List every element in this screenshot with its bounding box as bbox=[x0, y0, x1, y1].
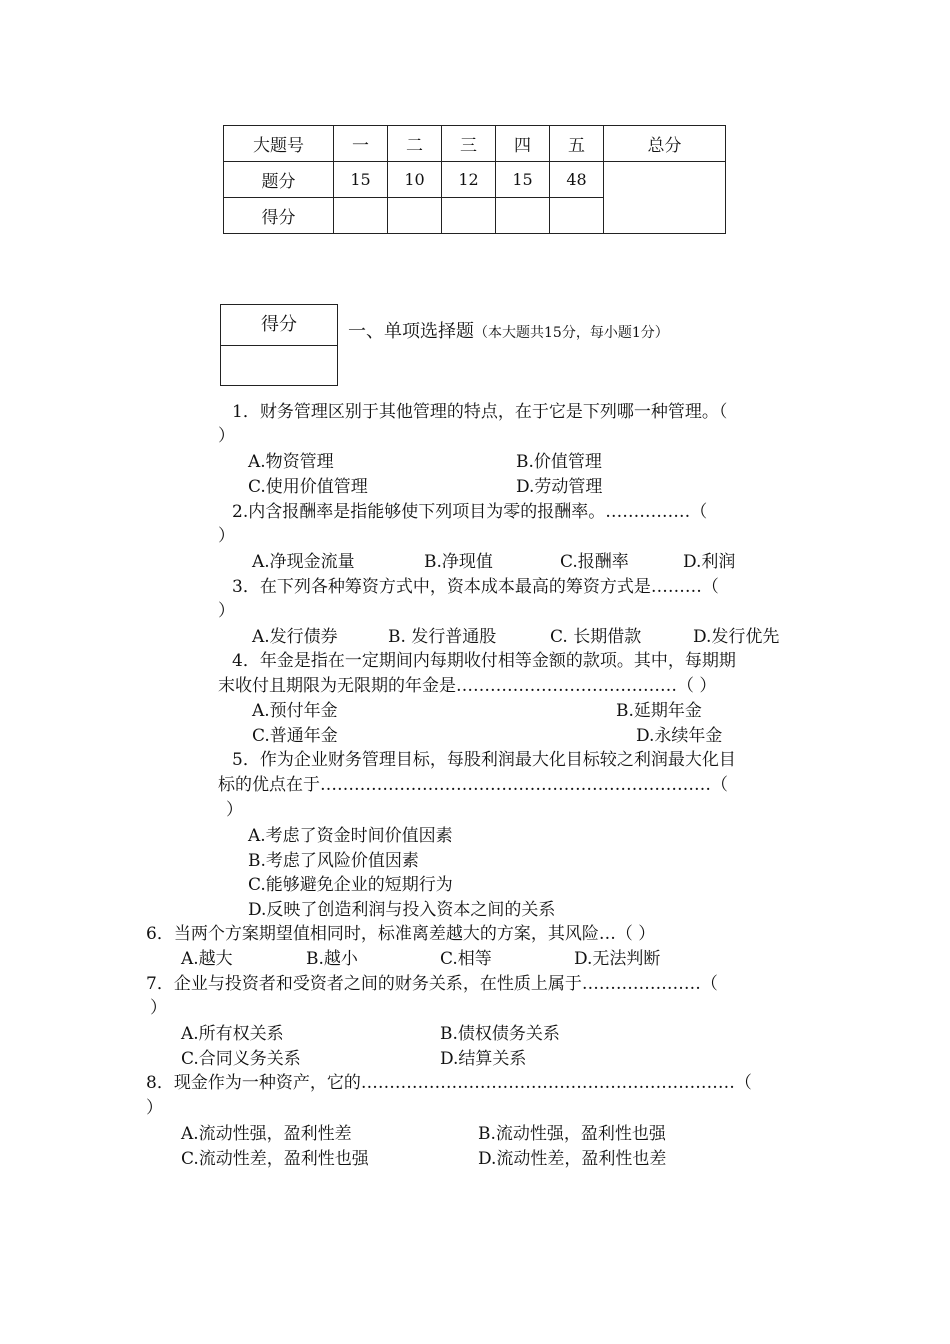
grade-box-input[interactable] bbox=[221, 346, 337, 386]
section-title: 一、单项选择题 bbox=[348, 321, 474, 342]
score-table-points: 48 bbox=[550, 162, 604, 198]
option[interactable]: B.债权债务关系 bbox=[440, 1024, 560, 1044]
option[interactable]: D.发行优先 bbox=[693, 627, 780, 647]
option[interactable]: A.物资管理 bbox=[248, 452, 334, 472]
option[interactable]: A.发行债券 bbox=[252, 627, 338, 647]
score-table bbox=[223, 125, 726, 234]
option[interactable]: C.相等 bbox=[440, 949, 492, 969]
score-table-points-row bbox=[224, 162, 726, 198]
score-table-row-label: 题分 bbox=[224, 162, 334, 198]
option[interactable]: B. 发行普通股 bbox=[388, 627, 497, 647]
question-stem: 7．企业与投资者和受资者之间的财务关系，在性质上属于…………………（ bbox=[146, 974, 718, 994]
option[interactable]: A.净现金流量 bbox=[252, 552, 355, 572]
score-table-header-row bbox=[224, 126, 726, 162]
score-table-points: 15 bbox=[334, 162, 388, 198]
score-table-score-cell[interactable] bbox=[388, 198, 442, 234]
question-stem: ） bbox=[150, 998, 167, 1018]
option[interactable]: C.报酬率 bbox=[560, 552, 629, 572]
question-stem: ） bbox=[218, 426, 235, 446]
question-stem: 末收付且期限为无限期的年金是…………………………………（ ） bbox=[218, 676, 717, 696]
option[interactable]: B.延期年金 bbox=[616, 701, 702, 721]
option[interactable]: D.劳动管理 bbox=[516, 477, 603, 497]
option[interactable]: C.合同义务关系 bbox=[181, 1049, 301, 1069]
option[interactable]: A.流动性强，盈利性差 bbox=[181, 1124, 352, 1144]
option[interactable]: B.净现值 bbox=[424, 552, 493, 572]
question-stem: 4．年金是指在一定期间内每期收付相等金额的款项。其中，每期期 bbox=[232, 651, 736, 671]
option[interactable]: D.反映了创造利润与投入资本之间的关系 bbox=[248, 900, 556, 920]
score-table-header-total: 总分 bbox=[604, 126, 726, 162]
score-table-header: 大题号 bbox=[224, 126, 334, 162]
score-table-score-cell[interactable] bbox=[442, 198, 496, 234]
option[interactable]: B.价值管理 bbox=[516, 452, 602, 472]
score-table-header: 二 bbox=[388, 126, 442, 162]
score-table-header: 一 bbox=[334, 126, 388, 162]
question-stem: ） bbox=[218, 526, 235, 546]
score-table-total-cell[interactable] bbox=[604, 162, 726, 234]
option[interactable]: D.结算关系 bbox=[440, 1049, 527, 1069]
score-table-score-cell[interactable] bbox=[334, 198, 388, 234]
option[interactable]: A.越大 bbox=[181, 949, 233, 969]
option[interactable]: C.能够避免企业的短期行为 bbox=[248, 875, 453, 895]
question-stem: ） bbox=[218, 601, 235, 621]
score-table-header: 四 bbox=[496, 126, 550, 162]
question-stem: 2.内含报酬率是指能够使下列项目为零的报酬率。……………（ bbox=[232, 502, 708, 522]
grade-box-label: 得分 bbox=[221, 305, 337, 346]
option[interactable]: C.流动性差，盈利性也强 bbox=[181, 1149, 369, 1169]
question-stem: ） bbox=[226, 800, 243, 820]
option[interactable]: D.无法判断 bbox=[574, 949, 661, 969]
score-table-row-label: 得分 bbox=[224, 198, 334, 234]
section-heading bbox=[348, 317, 669, 343]
option[interactable]: D.永续年金 bbox=[636, 726, 723, 746]
option[interactable]: D.流动性差，盈利性也差 bbox=[478, 1149, 667, 1169]
score-table-score-cell[interactable] bbox=[550, 198, 604, 234]
question-stem: 1．财务管理区别于其他管理的特点，在于它是下列哪一种管理。（ bbox=[232, 402, 728, 422]
option[interactable]: A.预付年金 bbox=[252, 701, 338, 721]
question-stem: 3．在下列各种筹资方式中，资本成本最高的筹资方式是………（ bbox=[232, 577, 719, 597]
question-stem: 6．当两个方案期望值相同时，标准离差越大的方案，其风险…（ ） bbox=[146, 924, 656, 944]
score-table-points: 15 bbox=[496, 162, 550, 198]
section-note: （本大题共15分，每小题1分） bbox=[474, 325, 669, 341]
option[interactable]: D.利润 bbox=[683, 552, 736, 572]
score-table-points: 10 bbox=[388, 162, 442, 198]
score-table-header: 三 bbox=[442, 126, 496, 162]
option[interactable]: A.考虑了资金时间价值因素 bbox=[248, 826, 453, 846]
score-table-score-cell[interactable] bbox=[496, 198, 550, 234]
option[interactable]: C.普通年金 bbox=[252, 726, 338, 746]
section-grade-box bbox=[220, 304, 338, 386]
option[interactable]: B.考虑了风险价值因素 bbox=[248, 851, 419, 871]
question-stem: 标的优点在于……………………………………………………………（ bbox=[218, 775, 728, 795]
question-stem: 5．作为企业财务管理目标，每股利润最大化目标较之利润最大化目 bbox=[232, 750, 736, 770]
question-stem: ） bbox=[146, 1098, 163, 1118]
option[interactable]: C.使用价值管理 bbox=[248, 477, 368, 497]
option[interactable]: C. 长期借款 bbox=[550, 627, 642, 647]
score-table-header: 五 bbox=[550, 126, 604, 162]
score-table-points: 12 bbox=[442, 162, 496, 198]
question-stem: 8．现金作为一种资产，它的…………………………………………………………（ bbox=[146, 1073, 752, 1093]
option[interactable]: B.流动性强，盈利性也强 bbox=[478, 1124, 666, 1144]
option[interactable]: B.越小 bbox=[306, 949, 358, 969]
option[interactable]: A.所有权关系 bbox=[181, 1024, 284, 1044]
